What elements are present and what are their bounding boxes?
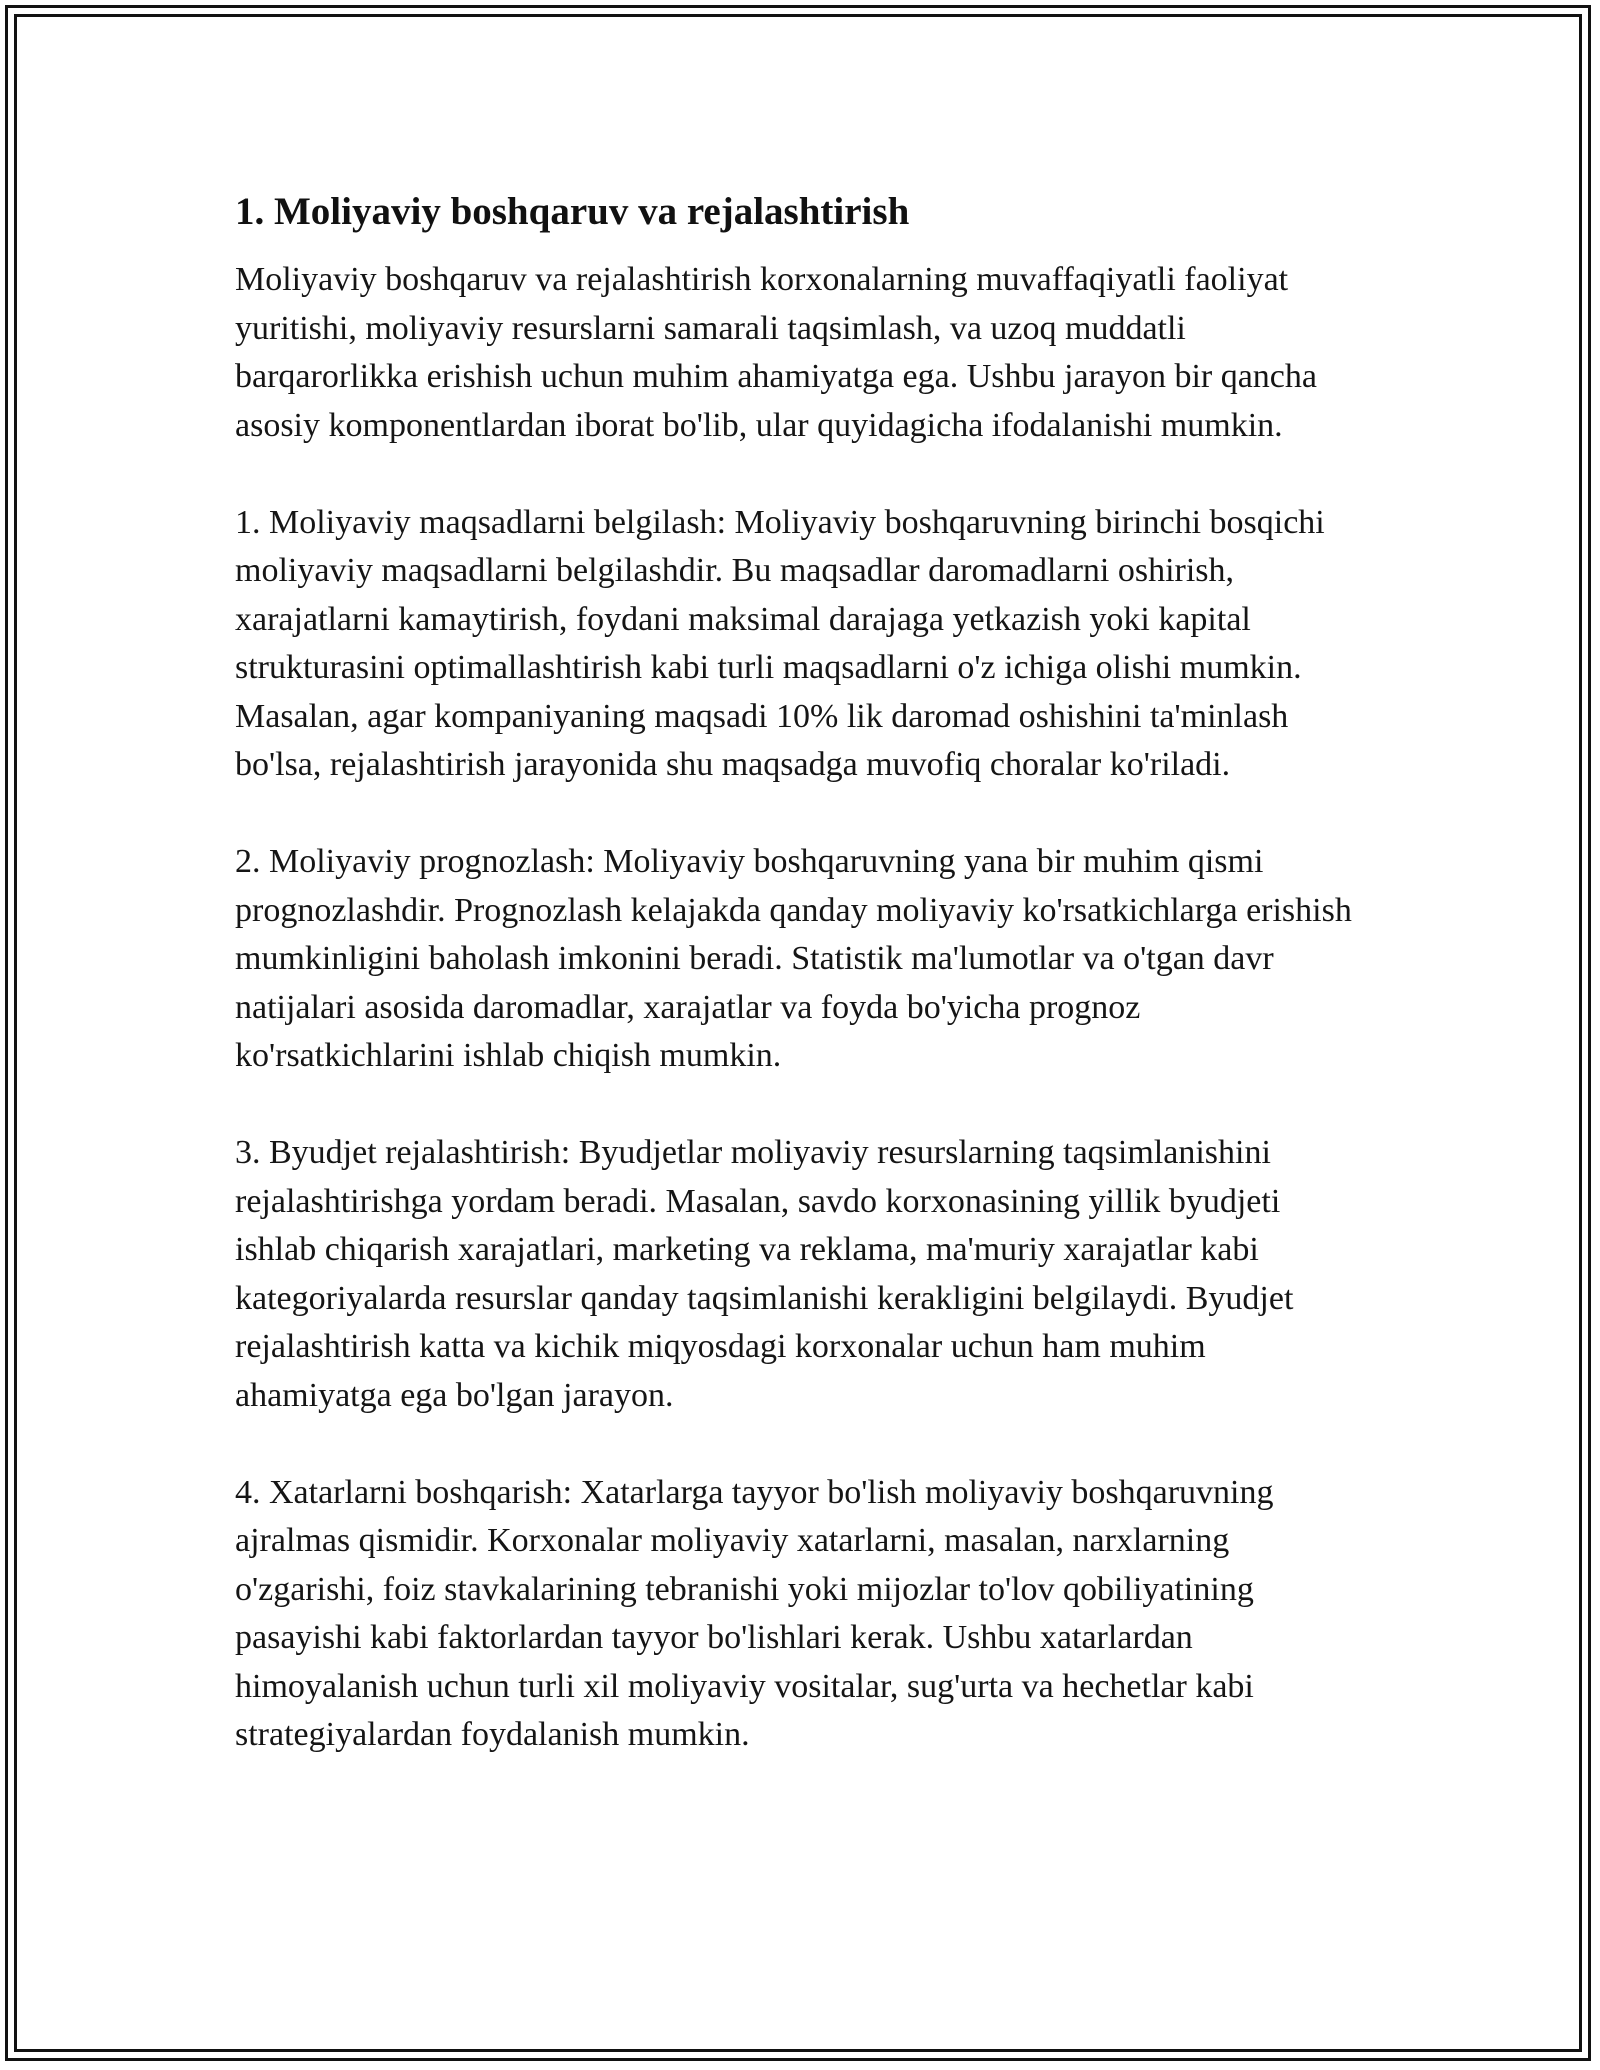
paragraph-goal-setting: 1. Moliyaviy maqsadlarni belgilash: Moliyaviy boshqaruvning birinchi bosqichi moliyaviy maqsadlarni belgilashdir. Bu maqsadlar daromadlarni oshirish, xarajatlarni kamaytirish, foydani maksimal darajaga yetkazish yoki kapital strukturasini optimallashtirish kabi turli maqsadlarni o'z ichiga olishi mumkin. Masalan, agar kompaniyaning maqsadi 10% lik daromad oshishini ta'minlash bo'lsa, rejalashtirish jarayonida shu maqsadga muvofiq choralar ko'riladi. (235, 503, 1325, 783)
section-heading: 1. Moliyaviy boshqaruv va rejalashtirish (235, 190, 910, 233)
paragraph-forecasting: 2. Moliyaviy prognozlash: Moliyaviy boshqaruvning yana bir muhim qismi prognozlashdir. Prognozlash kelajakda qanday moliyaviy ko'rsatkichlarga erishish mumkinligini baholash imkonini beradi. Statistik ma'lumotlar va o'tgan davr natijalari asosida daromadlar, xarajatlar va foyda bo'yicha prognoz ko'rsatkichlarini ishlab chiqish mumkin. (235, 843, 1352, 1074)
document-body (235, 186, 1365, 1760)
intro-paragraph: Moliyaviy boshqaruv va rejalashtirish korxonalarning muvaffaqiyatli faoliyat yuritishi, moliyaviy resurslarni samarali taqsimlash, va uzoq muddatli barqarorlikka erishish uchun muhim ahamiyatga ega. Ushbu jarayon bir qancha asosiy komponentlardan iborat bo'lib, ular quyidagicha ifodalanishi mumkin. (235, 261, 1317, 444)
paragraph-risk-management: 4. Xatarlarni boshqarish: Xatarlarga tayyor bo'lish moliyaviy boshqaruvning ajralmas qismidir. Korxonalar moliyaviy xatarlarni, masalan, narxlarning o'zgarishi, foiz stavkalarining tebranishi yoki mijozlar to'lov qobiliyatining pasayishi kabi faktorlardan tayyor bo'lishlari kerak. Ushbu xatarlardan himoyalanish uchun turli xil moliyaviy vositalar, sug'urta va hechetlar kabi strategiyalardan foydalanish mumkin. (235, 1473, 1274, 1753)
paragraph-budget-planning: 3. Byudjet rejalashtirish: Byudjetlar moliyaviy resurslarning taqsimlanishini rejalashtirishga yordam beradi. Masalan, savdo korxonasining yillik byudjeti ishlab chiqarish xarajatlari, marketing va reklama, ma'muriy xarajatlar kabi kategoriyalarda resurslar qanday taqsimlanishi kerakligini belgilaydi. Byudjet rejalashtirish katta va kichik miqyosdagi korxonalar uchun ham muhim ahamiyatga ega bo'lgan jarayon. (235, 1134, 1294, 1414)
